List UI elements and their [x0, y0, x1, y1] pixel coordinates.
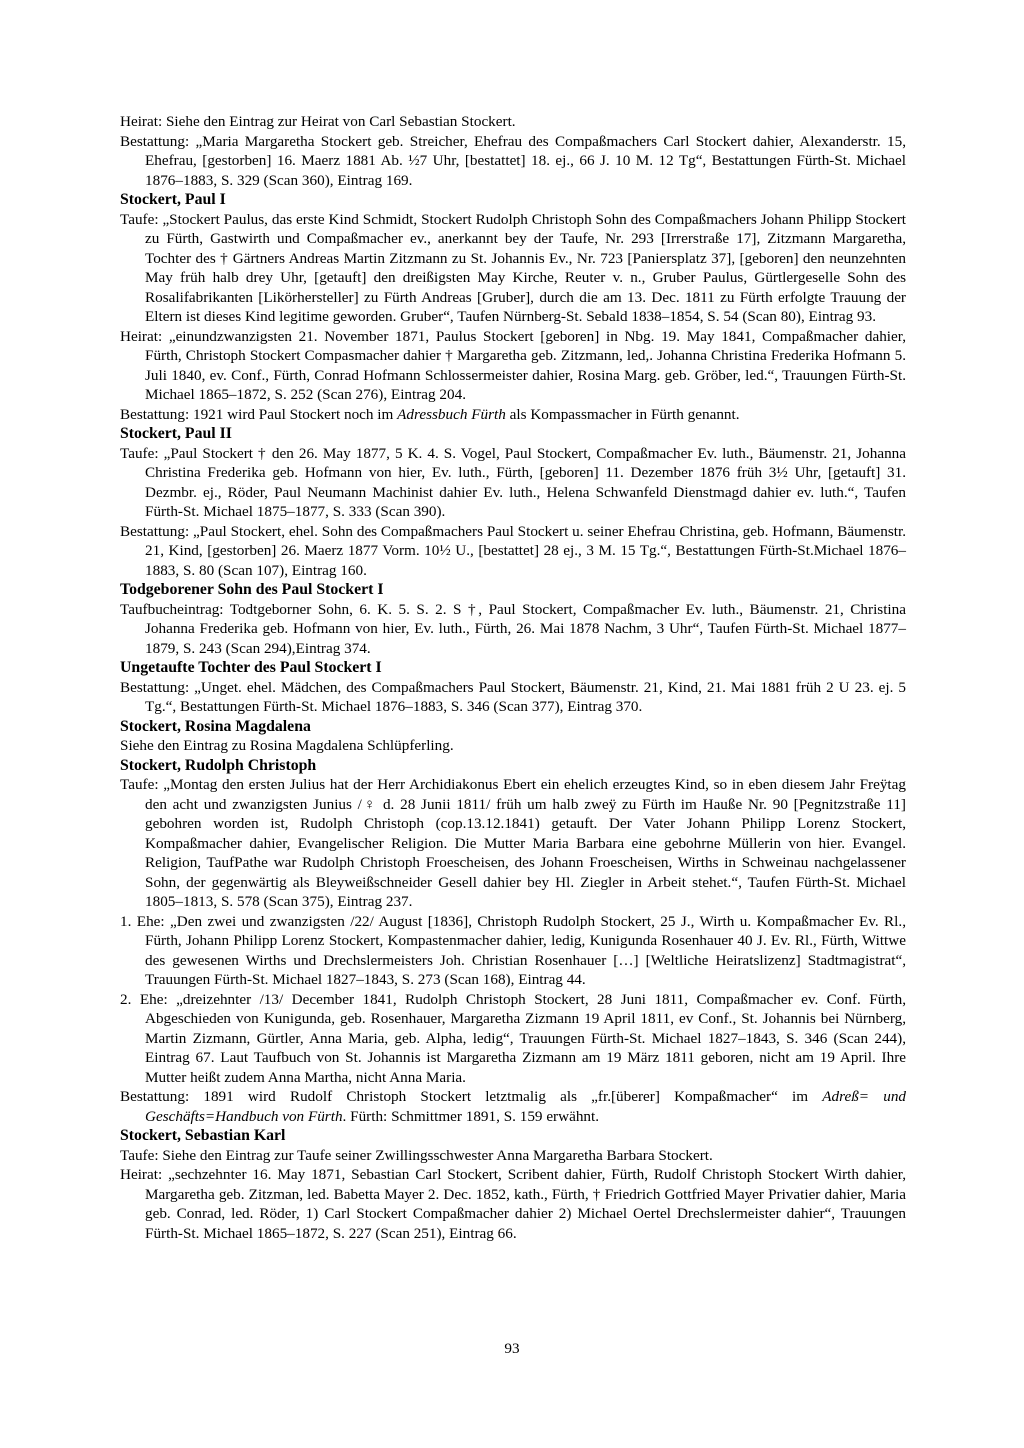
- paragraph: [120, 405, 906, 425]
- section-heading: [120, 580, 906, 600]
- text-run: Bestattung: „Maria Margaretha Stockert geb. Streicher, Ehefrau des Compaßmachers Carl Stockert dahier, Alexanderstr. 15, Ehefrau, [gestorben] 16. Maerz 1881 Ab. ½7 Uhr, [bestattet] 18. ej., 66 J. 10 M. 12 Tg“, Bestattungen Fürth-St. Michael 1876–1883, S. 329 (Scan 360), Eintrag 169.: [120, 132, 906, 189]
- text-run: Stockert, Rudolph Christoph: [120, 756, 317, 774]
- paragraph: [120, 210, 906, 327]
- paragraph: [120, 132, 906, 191]
- text-run: Taufe: „Montag den ersten Julius hat der Herr Archidiakonus Ebert ein ehelich erzeugtes Kind, so in eben diesem Jahr Freÿtag den acht und zwanzigsten Junius /♀ d. 28 Junii 1811/ früh um halb zweÿ zu Fürth im Hauße Nr. 90 [Pegnitzstraße 11] gebohren worden ist, Rudolph Christoph (cop.13.12.1841) getauft. Der Vater Johann Philipp Lorenz Stockert, Kompaßmacher dahier, Evangelischer Religion. Die Mutter Maria Barbara eine gebohrne Müllerin von hier. Evangel. Religion, TaufPathe war Rudolph Christoph Froescheisen, des Johann Froescheisen, Wirths in Schweinau nachgelassener Sohn, der gegenwärtig als Bleyweißschneider Gesell dahier bey Hl. Ziegler in Arbeit stehet.“, Taufen Fürth-St. Michael 1805–1813, S. 578 (Scan 375), Eintrag 237.: [120, 776, 906, 910]
- paragraph: [120, 444, 906, 522]
- paragraph: [120, 1146, 906, 1166]
- paragraph: [120, 112, 906, 132]
- text-run: Heirat: Siehe den Eintrag zur Heirat von Carl Sebastian Stockert.: [120, 113, 516, 130]
- paragraph: [120, 600, 906, 659]
- text-run: Bestattung: 1891 wird Rudolf Christoph Stockert letztmalig als „fr.[überer] Kompaßmacher“ im: [120, 1088, 823, 1105]
- text-run: Ungetaufte Tochter des Paul Stockert I: [120, 659, 382, 676]
- text-run: Heirat: „sechzehnter 16. May 1871, Sebastian Carl Stockert, Scribent dahier, Fürth, Rudolf Christoph Stockert Wirth dahier, Margaretha geb. Zitzman, led. Babetta Mayer 2. Dec. 1852, kath., Fürth, † Friedrich Gottfried Mayer Privatier dahier, Maria geb. Conrad, led. Röder, 1) Carl Stockert Compaßmacher dahier 2) Michael Oertel Drechslermeister dahier“, Trauungen Fürth-St. Michael 1865–1872, S. 227 (Scan 251), Eintrag 66.: [120, 1166, 906, 1242]
- section-heading: [120, 756, 906, 776]
- paragraph: [120, 327, 906, 405]
- section-heading: [120, 1126, 906, 1146]
- section-heading: [120, 658, 906, 678]
- text-run: 1. Ehe: „Den zwei und zwanzigsten /22/ August [1836], Christoph Rudolph Stockert, 25 J., Wirth u. Kompaßmacher Ev. Rl., Fürth, Johann Philipp Lorenz Stockert, Kompastenmacher dahier, ledig, Kunigunda Rosenhauer 40 J. Ev. Rl., Fürth, Wittwe des gewesenen Wirths und Drechslermeisters Joh. Christian Rosenhauer […] [Weltliche Heiratslizenz] Stadtmagistrat“, Trauungen Fürth-St. Michael 1827–1843, S. 273 (Scan 168), Eintrag 44.: [120, 912, 906, 988]
- paragraph: [120, 1087, 906, 1126]
- text-run: Taufbucheintrag: Todtgeborner Sohn, 6. K. 5. S. 2. S †, Paul Stockert, Compaßmacher Ev. luth., Bäumenstr. 21, Christina Johanna Frederika geb. Hofmann von hier, Ev. luth., Fürth, 26. Mai 1878 Nachm, 3 Uhr“, Taufen Fürth-St. Michael 1877–1879, S. 243 (Scan 294),Eintrag 374.: [120, 600, 906, 657]
- text-run: Stockert, Paul II: [120, 425, 232, 442]
- paragraph: [120, 522, 906, 581]
- paragraph: [120, 678, 906, 717]
- text-run: Taufe: Siehe den Eintrag zur Taufe seiner Zwillingsschwester Anna Margaretha Barbara Stockert.: [120, 1146, 713, 1164]
- paragraph: [120, 736, 906, 756]
- text-run: Bestattung: „Unget. ehel. Mädchen, des Compaßmachers Paul Stockert, Bäumenstr. 21, Kind, 21. Mai 1881 früh 2 U 23. ej. 5 Tg.“, Bestattungen Fürth-St. Michael 1876–1883, S. 346 (Scan 377), Eintrag 370.: [120, 678, 906, 715]
- text-run: Stockert, Rosina Magdalena: [120, 717, 311, 735]
- text-run: Taufe: „Stockert Paulus, das erste Kind Schmidt, Stockert Rudolph Christoph Sohn des Compaßmachers Johann Philipp Stockert zu Fürth, Gastwirth und Compaßmacher ev., anerkannt bey der Taufe, Nr. 293 [Irrerstraße 17], Zitzmann Margaretha, Tochter des † Gärtners Andreas Martin Zitzmann zu St. Johannis Ev., Nr. 723 [Paniersplatz 37], [geboren] den neunzehnten May früh halb drey Uhr, [getauft] den dreißigsten May Kirche, Reuter v. n., Gruber Paulus, Gürtlergeselle Sohn des Rosalifabrikanten [Likörhersteller] zu Fürth Andreas [Gruber], durch die am 13. Dec. 1811 zu Fürth erfolgte Trauung der Eltern ist dieses Kind legitime geworden. Gruber“, Taufen Nürnberg-St. Sebald 1838–1854, S. 54 (Scan 80), Eintrag 93.: [120, 210, 906, 325]
- section-heading: [120, 190, 906, 210]
- page-number: 93: [504, 1340, 520, 1357]
- paragraph: [120, 912, 906, 990]
- text-run: . Fürth: Schmittmer 1891, S. 159 erwähnt.: [342, 1107, 600, 1125]
- section-heading: [120, 717, 906, 737]
- text-run: Siehe den Eintrag zu Rosina Magdalena Schlüpferling.: [120, 737, 454, 754]
- text-run: Taufe: „Paul Stockert † den 26. May 1877, 5 K. 4. S. Vogel, Paul Stockert, Compaßmacher Ev. luth., Bäumenstr. 21, Johanna Christina Frederika geb. Hofmann von hier, Ev. luth., Fürth, [geboren] 11. Dezember 1876 früh 3½ Uhr, [getauft] 31. Dezmbr. ej., Röder, Paul Neumann Machinist dahier Ev. luth., Helena Schwanfeld Dienstmagd dahier ev. luth.“, Taufen Fürth-St. Michael 1875–1877, S. 333 (Scan 390).: [120, 444, 906, 520]
- italic-text-run: Adreß= und Geschäfts=Handbuch von Fürth: [145, 1088, 907, 1125]
- text-run: Stockert, Sebastian Karl: [120, 1127, 286, 1144]
- paragraph: [120, 775, 906, 912]
- text-run: Stockert, Paul I: [120, 191, 226, 208]
- text-run: Heirat: „einundzwanzigsten 21. November 1871, Paulus Stockert [geboren] in Nbg. 19. May 1841, Compaßmacher dahier, Fürth, Christoph Stockert Compasmacher dahier † Margaretha geb. Zitzmann, led,. Johanna Christina Frederika Hofmann 5. Juli 1840, ev. Conf., Fürth, Conrad Hofmann Schlossermeister dahier, Rosina Marg. geb. Gröber, led.“, Trauungen Fürth-St. Michael 1865–1872, S. 252 (Scan 276), Eintrag 204.: [120, 327, 906, 403]
- section-heading: [120, 424, 906, 444]
- text-run: als Kompassmacher in Fürth genannt.: [505, 405, 740, 423]
- text-run: 2. Ehe: „dreizehnter /13/ December 1841, Rudolph Christoph Stockert, 28 Juni 1811, Compaßmacher ev. Conf. Fürth, Abgeschieden von Kunigunda, geb. Rosenhauer, Margaretha Zizmann 19 April 1811, ev Conf., St. Johannis bei Nürnberg, Martin Zizmann, Gürtler, Anna Maria, geb. Alpha, ledig“, Trauungen Fürth-St. Michael 1827–1843, S. 346 (Scan 244), Eintrag 67. Laut Taufbuch von St. Johannis ist Margaretha Zizmann am 19 März 1811 geboren, nicht am 19 April. Ihre Mutter heißt zudem Anna Martha, nicht Anna Maria.: [120, 990, 906, 1086]
- paragraph: [120, 1165, 906, 1243]
- text-run: Todgeborener Sohn des Paul Stockert I: [120, 581, 384, 598]
- italic-text-run: Adressbuch Fürth: [397, 405, 506, 423]
- document-body: [120, 112, 906, 1243]
- text-run: Bestattung: 1921 wird Paul Stockert noch im: [120, 405, 398, 423]
- text-run: Bestattung: „Paul Stockert, ehel. Sohn des Compaßmachers Paul Stockert u. seiner Ehefrau Christina, geb. Hofmann, Bäumenstr. 21, Kind, [gestorben] 26. Maerz 1877 Vorm. 10½ U., [bestattet] 28 ej., 3 M. 15 Tg.“, Bestattungen Fürth-St.Michael 1876–1883, S. 80 (Scan 107), Eintrag 160.: [120, 522, 906, 579]
- paragraph: [120, 990, 906, 1088]
